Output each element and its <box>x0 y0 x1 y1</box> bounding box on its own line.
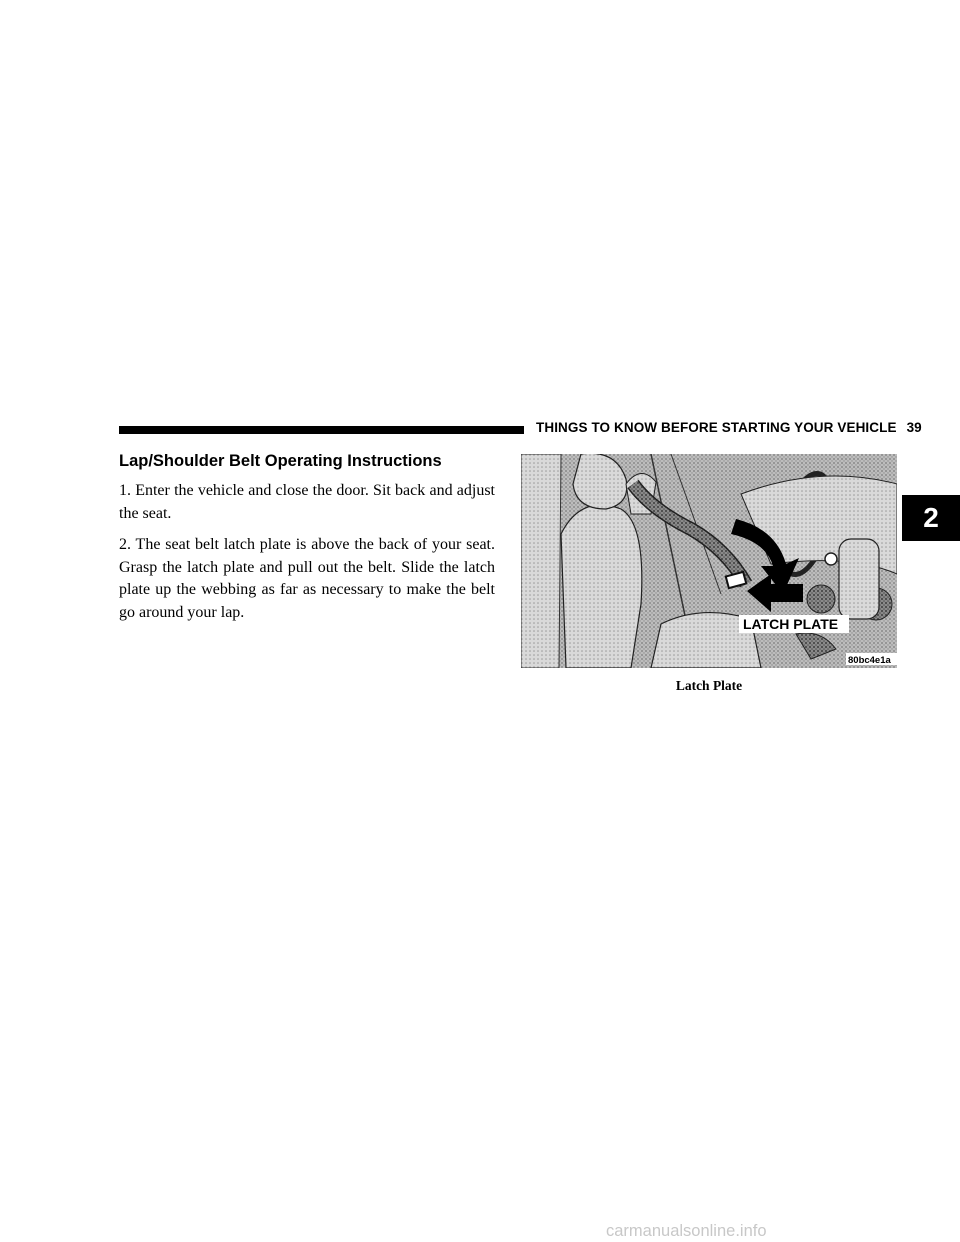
running-title: THINGS TO KNOW BEFORE STARTING YOUR VEHICLE <box>536 420 897 435</box>
section-title: Lap/Shoulder Belt Operating Instructions <box>119 452 442 470</box>
watermark: carmanualsonline.info <box>606 1222 767 1240</box>
chapter-tab: 2 <box>902 495 960 541</box>
figure-caption: Latch Plate <box>675 678 743 693</box>
header-rule <box>119 426 524 434</box>
instruction-step-1: 1. Enter the vehicle and close the door. Sit back and adjust the seat. <box>119 482 495 522</box>
image-code: 80bc4e1a <box>848 655 891 666</box>
running-header <box>536 420 922 435</box>
latch-plate-label: LATCH PLATE <box>743 616 839 632</box>
page-number: 39 <box>906 420 922 435</box>
instruction-step-2: 2. The seat belt latch plate is above the back of your seat. Grasp the latch plate and pull out the belt. Slide the latch plate up the webbing as far as necessary to make the belt go around your lap. <box>119 536 495 621</box>
latch-plate-illustration <box>521 454 897 668</box>
